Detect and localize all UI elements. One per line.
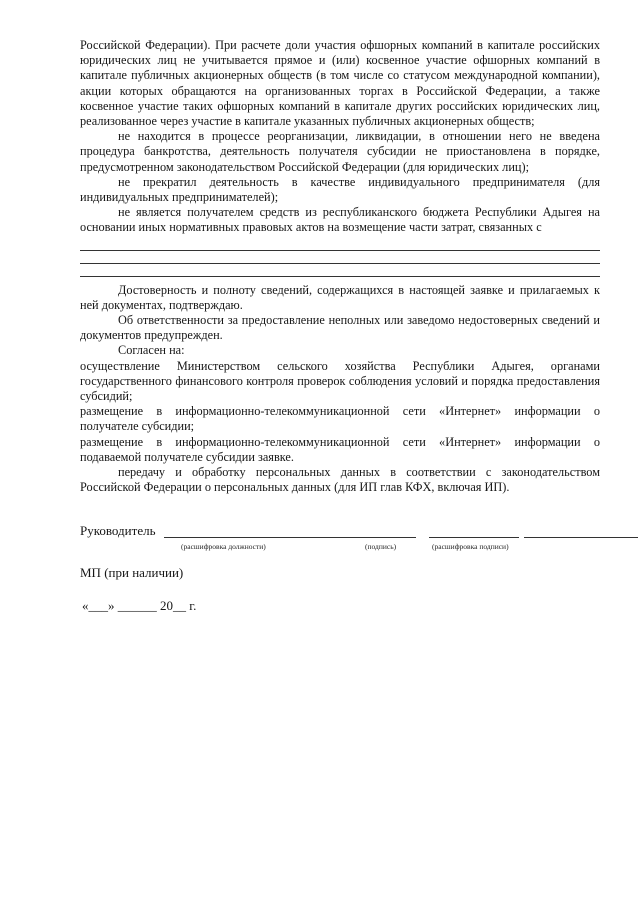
signature-line <box>429 537 519 538</box>
document-body <box>80 38 600 495</box>
fill-in-line-2 <box>80 251 600 264</box>
confirmation-block <box>80 283 600 496</box>
name-line <box>524 537 638 538</box>
paragraph-consent-publication: размещение в информационно-телекоммуникационной сети «Интернет» информации о получателе субсидии; <box>80 404 600 434</box>
fill-in-line-3 <box>80 264 600 277</box>
paragraph-consent-inspection: осуществление Министерством сельского хозяйства Республики Адыгея, органами государственного финансового контроля проверок соблюдения условий и порядка предоставления субсидий; <box>80 358 600 404</box>
paragraph-consent-personal-data: передачу и обработку персональных данных в соответствии с законодательством Российской Федерации о персональных данных (для ИП глав КФХ, включая ИП). <box>80 465 600 495</box>
caption-name: (расшифровка подписи) <box>432 542 509 551</box>
stamp-label: МП (при наличии) <box>80 565 184 580</box>
signature-label: Руководитель <box>80 523 156 538</box>
paragraph-consent-publication-application: размещение в информационно-телекоммуникационной сети «Интернет» информации о подаваемой получателе субсидии заявке. <box>80 434 600 464</box>
paragraph-budget: не является получателем средств из республиканского бюджета Республики Адыгея на основании иных нормативных правовых актов на возмещение части затрат, связанных с <box>80 205 600 235</box>
position-line <box>164 537 416 538</box>
paragraph-offshore: Российской Федерации). При расчете доли участия офшорных компаний в капитале российских юридических лиц не учитывается прямое и (или) косвенное участие офшорных компаний в капитале публичных акционерных обществ (в том числе со статусом международной компании), акции которых обращаются на организованных торгах в Российской Федерации, а также косвенное участие таких офшорных компаний в капитале других российских юридических лиц, реализованное через участие в капитале указанных публичных акционерных обществ; <box>80 38 600 129</box>
paragraph-responsibility: Об ответственности за предоставление неполных или заведомо недостоверных сведений и документов предупрежден. <box>80 313 600 343</box>
date-line: «___» ______ 20__ г. <box>82 598 197 613</box>
paragraph-reliability: Достоверность и полноту сведений, содержащихся в настоящей заявке и прилагаемых к ней документах, подтверждаю. <box>80 282 600 312</box>
caption-position: (расшифровка должности) <box>181 542 266 551</box>
caption-signature: (подпись) <box>365 542 397 551</box>
fill-in-line-1 <box>80 238 600 251</box>
paragraph-reorganization: не находится в процессе реорганизации, ликвидации, в отношении него не введена процедура банкротства, деятельность получателя субсидии не приостановлена в порядке, предусмотренном законодательством Российской Федерации (для юридических лиц); <box>80 129 600 174</box>
paragraph-consent-heading: Согласен на: <box>118 343 185 358</box>
paragraph-entrepreneur: не прекратил деятельность в качестве индивидуального предпринимателя (для индивидуальных предпринимателей); <box>80 174 600 205</box>
